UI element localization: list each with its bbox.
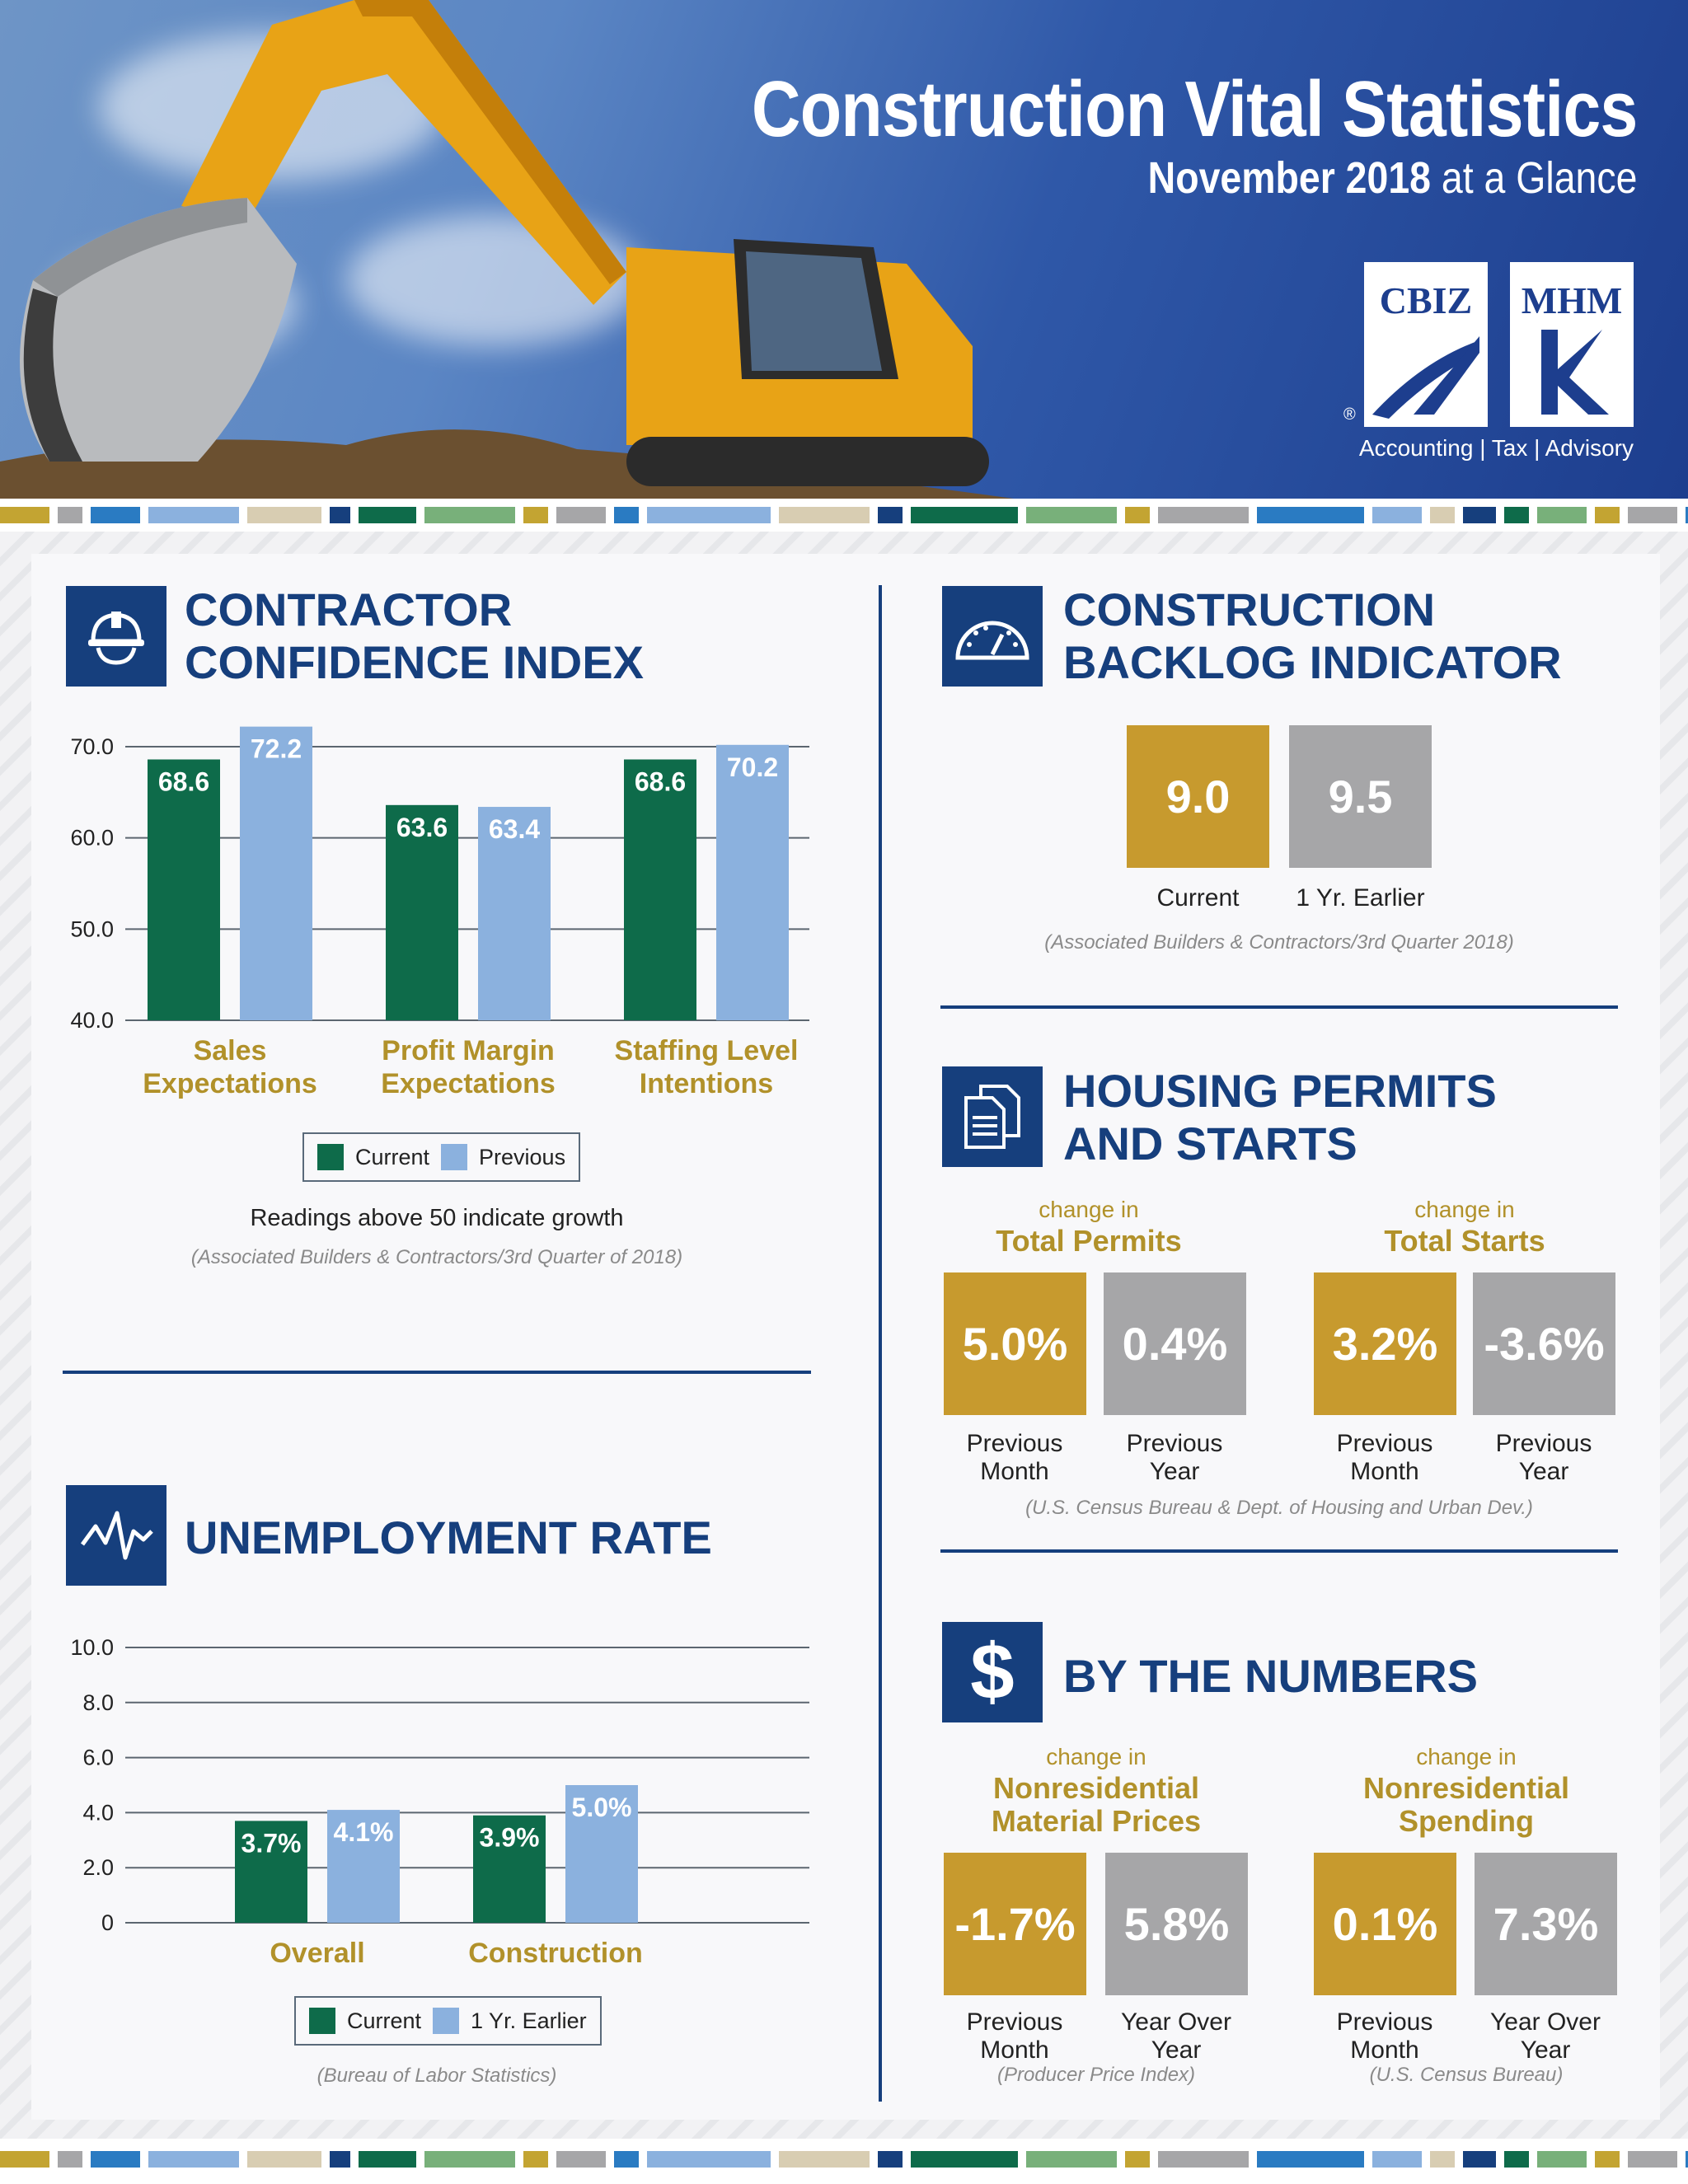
stripe-segment — [1257, 2151, 1364, 2168]
bar-previous — [716, 745, 789, 1020]
registered-mark: ® — [1343, 405, 1356, 424]
stripe-segment — [1537, 2151, 1587, 2168]
legend-label-current: Current — [347, 2008, 422, 2033]
cci-note: Readings above 50 indicate growth — [250, 1205, 624, 1231]
starts-label-month: Previous Month — [1336, 1430, 1433, 1485]
stripe-segment — [247, 507, 321, 523]
stripe-segment — [556, 2151, 606, 2168]
stripe-segment — [1430, 507, 1455, 523]
prices-label-month: Previous Month — [966, 2008, 1063, 2064]
y-tick-label: 70.0 — [70, 734, 114, 759]
starts-previous-month-value: 3.2% — [1314, 1272, 1456, 1415]
stripe-segment — [911, 2151, 1018, 2168]
stripe-segment — [1372, 2151, 1422, 2168]
page-title: Construction Vital Statistics — [751, 65, 1637, 153]
stripe-segment — [1628, 507, 1677, 523]
prices-source: (Producer Price Index) — [996, 2064, 1196, 2086]
section-title-unemployment: UNEMPLOYMENT RATE — [185, 1511, 712, 1563]
category-label: Construction — [468, 1938, 643, 1969]
category-label: Expectations — [143, 1068, 317, 1099]
category-label: Sales — [193, 1035, 267, 1066]
stripe-segment — [1595, 2151, 1620, 2168]
page-subtitle: November 2018 at a Glance — [1147, 153, 1637, 203]
stripe-segment — [1504, 507, 1529, 523]
housing-source: (U.S. Census Bureau & Dept. of Housing and Urban Dev.) — [1025, 1497, 1533, 1519]
permits-previous-month-value: 5.0% — [944, 1272, 1086, 1415]
permits-label-month: Previous Month — [966, 1430, 1063, 1485]
y-tick-label: 10.0 — [70, 1635, 114, 1660]
legend-label-current: Current — [355, 1144, 430, 1169]
y-tick-label: 40.0 — [70, 1008, 114, 1033]
stripe-segment — [0, 507, 49, 523]
stripe-segment — [424, 507, 515, 523]
housing-group-starts-heading: change in Total Starts — [1384, 1197, 1545, 1258]
stripe-segment — [1430, 2151, 1455, 2168]
stripe-segment — [58, 507, 82, 523]
stripe-segment — [1125, 507, 1150, 523]
category-label: Intentions — [639, 1068, 774, 1099]
y-tick-label: 0 — [101, 1910, 114, 1935]
stripe-segment — [1463, 2151, 1496, 2168]
stripe-segment — [1595, 507, 1620, 523]
spending-year-over-year-value: 7.3% — [1475, 1853, 1617, 1995]
prices-year-over-year-value: 5.8% — [1105, 1853, 1248, 1995]
data-label: 63.4 — [488, 814, 541, 845]
cci-source: (Associated Builders & Contractors/3rd Quarter of 2018) — [190, 1246, 683, 1268]
data-label: 3.7% — [241, 1828, 302, 1858]
permits-label-year: Previous Year — [1126, 1430, 1223, 1485]
stripe-segment — [247, 2151, 321, 2168]
y-tick-label: 60.0 — [70, 825, 114, 851]
stripe-segment — [647, 2151, 771, 2168]
stripe-segment — [424, 2151, 515, 2168]
decorative-stripe-bottom — [0, 2151, 1688, 2168]
bar-current — [624, 759, 696, 1020]
unemployment-chart — [49, 1628, 841, 1974]
y-tick-label: 6.0 — [82, 1745, 114, 1770]
column-divider — [879, 585, 882, 2102]
cbiz-logo: CBIZ — [1364, 262, 1488, 427]
data-label: 68.6 — [634, 766, 687, 797]
legend-swatch-earlier — [433, 2008, 459, 2034]
bar-previous — [240, 727, 312, 1020]
stripe-segment — [523, 507, 548, 523]
stripe-segment — [1463, 507, 1496, 523]
legend-swatch-previous — [441, 1144, 467, 1170]
ue-legend — [294, 1996, 602, 2046]
data-label: 3.9% — [479, 1822, 540, 1853]
housing-group-permits-heading: change in Total Permits — [996, 1197, 1182, 1258]
section-divider — [63, 1371, 811, 1374]
stripe-segment — [1504, 2151, 1529, 2168]
spending-source: (U.S. Census Bureau) — [1369, 2064, 1564, 2086]
cci-legend — [302, 1132, 580, 1182]
legend-label-previous: Previous — [479, 1144, 566, 1169]
stripe-segment — [1257, 507, 1364, 523]
data-label: 70.2 — [726, 752, 779, 782]
data-label: 4.1% — [333, 1817, 394, 1848]
stripe-segment — [359, 2151, 416, 2168]
section-title-housing: HOUSING PERMITS AND STARTS — [1063, 1065, 1497, 1169]
y-tick-label: 4.0 — [82, 1800, 114, 1825]
stripe-segment — [1026, 507, 1117, 523]
mhm-logo: MHM — [1510, 262, 1634, 427]
spending-label-year: Year Over Year — [1490, 2008, 1601, 2064]
ue-source: (Bureau of Labor Statistics) — [316, 2064, 557, 2087]
backlog-previous-value: 9.5 — [1289, 725, 1432, 868]
category-label: Expectations — [381, 1068, 556, 1099]
data-label: 5.0% — [571, 1793, 632, 1822]
documents-icon — [942, 1066, 1043, 1167]
stripe-segment — [148, 507, 239, 523]
backlog-previous-label: 1 Yr. Earlier — [1296, 884, 1425, 912]
stripe-segment — [523, 2151, 548, 2168]
stripe-segment — [647, 507, 771, 523]
stripe-segment — [58, 2151, 82, 2168]
category-label: Staffing Level — [614, 1035, 799, 1066]
legend-swatch-current — [317, 1144, 344, 1170]
numbers-group-spending-heading: change in Nonresidential Spending — [1362, 1744, 1570, 1838]
category-label: Profit Margin — [382, 1035, 555, 1066]
numbers-group-prices-heading: change in Nonresidential Material Prices — [991, 1744, 1202, 1838]
y-tick-label: 8.0 — [82, 1690, 114, 1715]
stripe-segment — [1158, 507, 1249, 523]
permits-previous-year-value: 0.4% — [1104, 1272, 1246, 1415]
stripe-segment — [779, 2151, 870, 2168]
stripe-segment — [1158, 2151, 1249, 2168]
contractor-confidence-chart — [49, 717, 841, 1146]
stripe-segment — [148, 2151, 239, 2168]
spending-previous-month-value: 0.1% — [1314, 1853, 1456, 1995]
stripe-segment — [911, 507, 1018, 523]
section-divider — [940, 1005, 1618, 1009]
stripe-segment — [330, 507, 350, 523]
stripe-segment — [779, 507, 870, 523]
spending-label-month: Previous Month — [1336, 2008, 1433, 2064]
prices-label-year: Year Over Year — [1121, 2008, 1231, 2064]
category-label: Overall — [270, 1938, 365, 1969]
y-tick-label: 50.0 — [70, 916, 114, 942]
stripe-segment — [91, 507, 140, 523]
logo-tagline: Accounting | Tax | Advisory — [1358, 435, 1634, 461]
data-label: 63.6 — [396, 812, 448, 842]
data-label: 68.6 — [157, 766, 210, 797]
stripe-segment — [556, 507, 606, 523]
stripe-segment — [330, 2151, 350, 2168]
starts-previous-year-value: -3.6% — [1473, 1272, 1615, 1415]
stripe-segment — [878, 2151, 903, 2168]
header-banner — [0, 0, 1688, 499]
gauge-icon — [942, 586, 1043, 687]
stripe-segment — [91, 2151, 140, 2168]
stripe-segment — [1537, 507, 1587, 523]
stripe-segment — [1372, 507, 1422, 523]
section-title-contractor-confidence: CONTRACTOR CONFIDENCE INDEX — [185, 583, 644, 688]
decorative-stripe-top — [0, 507, 1688, 523]
stripe-segment — [359, 507, 416, 523]
section-title-backlog: CONSTRUCTION BACKLOG INDICATOR — [1063, 583, 1562, 688]
hard-hat-icon — [66, 586, 166, 687]
stripe-segment — [1628, 2151, 1677, 2168]
prices-previous-month-value: -1.7% — [944, 1853, 1086, 1995]
stripe-segment — [878, 507, 903, 523]
pulse-line-icon — [66, 1485, 166, 1586]
section-divider — [940, 1549, 1618, 1553]
y-tick-label: 2.0 — [82, 1855, 114, 1881]
legend-label-earlier: 1 Yr. Earlier — [471, 2008, 587, 2033]
backlog-current-value: 9.0 — [1127, 725, 1269, 868]
stripe-segment — [1125, 2151, 1150, 2168]
legend-swatch-current — [309, 2008, 335, 2034]
stripe-segment — [614, 2151, 639, 2168]
starts-label-year: Previous Year — [1495, 1430, 1592, 1485]
backlog-current-label: Current — [1156, 884, 1240, 912]
dollar-sign-icon: $ — [942, 1622, 1043, 1722]
section-title-numbers: BY THE NUMBERS — [1063, 1650, 1479, 1702]
stripe-segment — [1026, 2151, 1117, 2168]
backlog-source: (Associated Builders & Contractors/3rd Quarter 2018) — [1044, 931, 1514, 954]
stripe-segment — [614, 507, 639, 523]
stripe-segment — [0, 2151, 49, 2168]
bar-current — [148, 759, 220, 1020]
data-label: 72.2 — [250, 733, 302, 764]
